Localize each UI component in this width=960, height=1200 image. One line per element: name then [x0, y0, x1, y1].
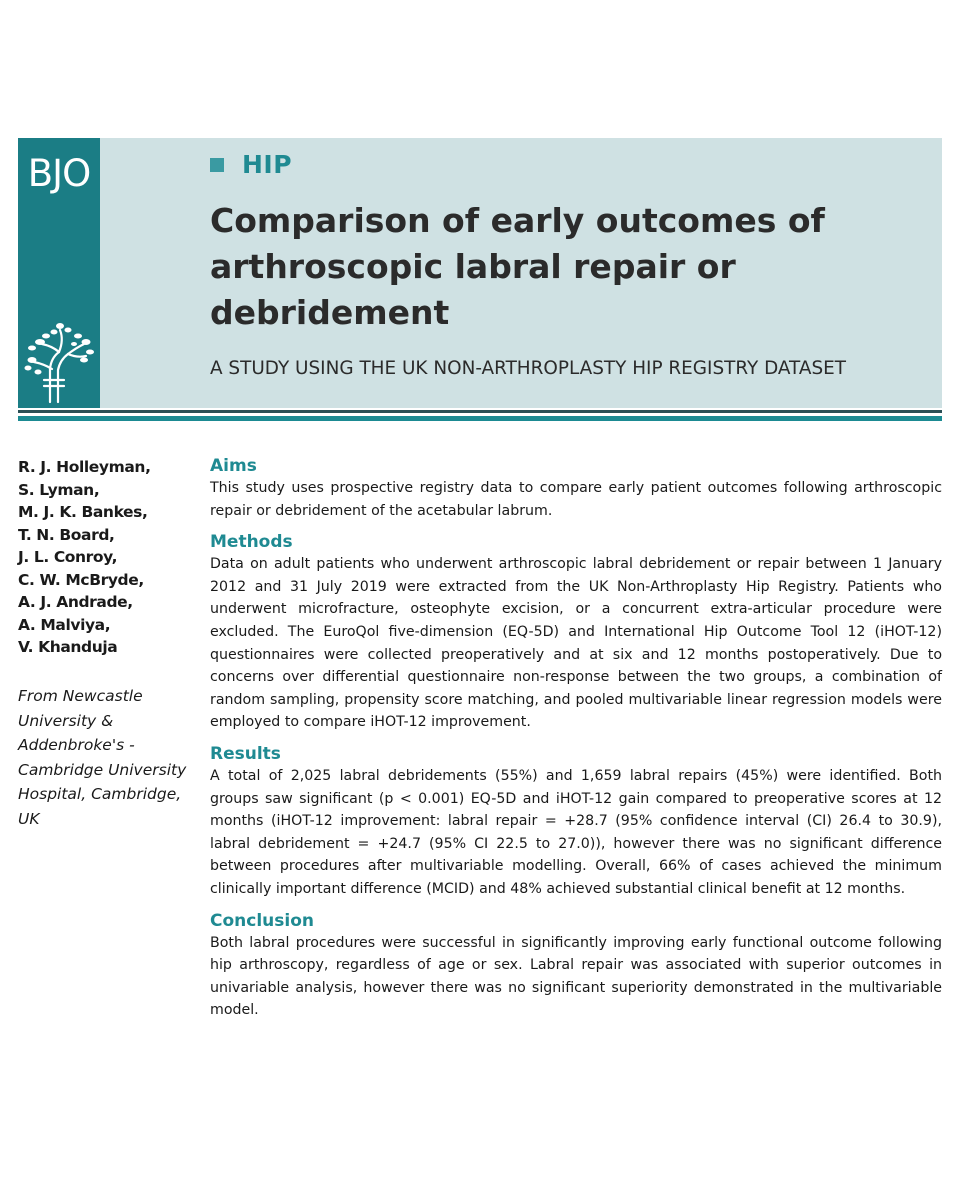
section-tag — [210, 150, 292, 179]
author-name: A. J. Andrade, — [18, 593, 133, 611]
aims-text: This study uses prospective registry data to compare early patient outcomes following arthroscopic repair or debridement of the acetabular labrum. — [210, 480, 942, 519]
author-name: M. J. K. Bankes, — [18, 503, 148, 521]
conclusion-text: Both labral procedures were successful in significantly improving early functional outcome following hip arthroscopy, regardless of age or sex. Labral repair was associated with superior outcomes in univariable analysis, however there was no significant superiority demonstrated in the multivariable model. — [210, 934, 942, 1019]
author-name: R. J. Holleyman, — [18, 458, 151, 476]
methods-heading: Methods — [210, 532, 293, 553]
journal-logo-text: BJO — [27, 152, 91, 195]
author-name: T. N. Board, — [18, 525, 115, 544]
methods-text: Data on adult patients who underwent arthroscopic labral debridement or repair between 1 January 2012 and 31 July 2019 were extracted from the UK Non-Arthroplasty Hip Registry. Patients who underwent microfracture, osteophyte excision, or a concurrent extra-articular procedure were excluded. The EuroQol five-dimension (EQ-5D) and International Hip Outcome Tool 12 (iHOT-12) questionnaires were collected preoperatively and at six and 12 months postoperatively. Due to concerns over differential questionnaire non-response between the two groups, a combination of random sampling, propensity score matching, and pooled multivariable linear regression models were employed to compare iHOT-12 improvement. — [210, 556, 942, 731]
abstract-results — [210, 743, 942, 901]
author-name: J. L. Conroy, — [18, 548, 118, 566]
results-heading: Results — [210, 743, 281, 764]
section-marker-icon — [210, 158, 224, 172]
results-text: A total of 2,025 labral debridements (55%) and 1,659 labral repairs (45%) were identified. Both groups saw significant (p < 0.001) EQ-5D and iHOT-12 gain compared to preoperative scores at 12 months (iHOT-12 improvement: labral repair = +28.7 (95% confidence interval (CI) 26.4 to 30.9), labral debridement = +24.7 (95% CI 22.5 to 27.0)), however there was no significant difference between procedures after multivariable modelling. Overall, 66% of cases achieved the minimum clinically important difference (MCID) and 48% achieved substantial clinical benefit at 12 months. — [210, 767, 942, 897]
article-subtitle: A STUDY USING THE UK NON-ARTHROPLASTY HIP REGISTRY DATASET — [210, 358, 846, 379]
journal-logo — [18, 138, 100, 408]
author-affiliation: From Newcastle University & Addenbroke's - Cambridge University Hospital, Cambridge, UK — [18, 687, 187, 828]
author-name: A. Malviya, — [18, 615, 111, 634]
abstract-methods — [210, 531, 942, 734]
section-label: HIP — [242, 150, 293, 179]
header-divider — [18, 410, 942, 413]
author-name: V. Khanduja — [18, 638, 118, 656]
article-title: Comparison of early outcomes of arthroscopic labral repair or debridement — [210, 201, 825, 332]
tree-logo-icon — [22, 314, 96, 404]
aims-heading: Aims — [210, 456, 257, 476]
abstract-aims — [210, 455, 942, 522]
author-list — [18, 456, 198, 659]
abstract — [210, 455, 942, 1031]
author-name: S. Lyman, — [18, 480, 100, 499]
conclusion-heading: Conclusion — [210, 910, 314, 931]
author-name: C. W. McBryde, — [18, 570, 144, 589]
abstract-conclusion — [210, 910, 942, 1022]
header-divider-accent — [18, 416, 942, 421]
